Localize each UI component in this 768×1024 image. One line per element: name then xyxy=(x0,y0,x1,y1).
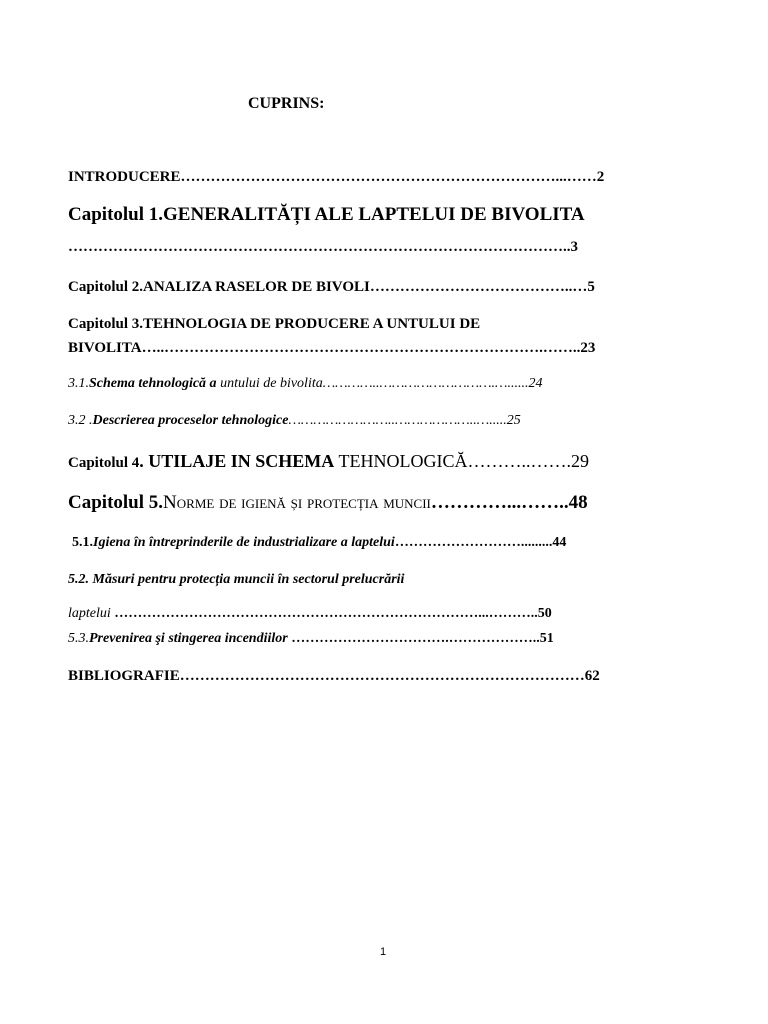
toc-entry-sec52-line1: 5.2. Măsuri pentru protecția muncii în sectorul prelucrării xyxy=(68,572,405,587)
sec32-num: 3.2 . xyxy=(68,413,93,428)
toc-entry-introducere: INTRODUCERE…………………………………………………………………...……2 xyxy=(68,169,605,185)
toc-entry-cap3-line2: BIVOLITA…..………………………………………………………………….……..23 xyxy=(68,340,596,356)
sec53-leader: …………………………….………………..51 xyxy=(287,631,554,646)
toc-entry-sec32 xyxy=(68,414,521,428)
toc-entry-cap3-line1: Capitolul 3.TEHNOLOGIA DE PRODUCERE A UNTULUI DE xyxy=(68,316,481,332)
cap4-title: . UTILAJE IN SCHEMA xyxy=(139,451,335,471)
cap4-tail: TEHNOLOGICĂ xyxy=(334,451,468,471)
toc-entry-bibliografie: BIBLIOGRAFIE………………………………………………………………………62 xyxy=(68,668,600,684)
sec31-leader: …………..……………………….…......24 xyxy=(322,376,543,391)
cap1-title: GENERALITĂȚI ALE LAPTELUI DE BIVOLITA xyxy=(163,204,585,225)
sec51-leader: ……………………….........44 xyxy=(394,535,567,550)
sec53-num: 5.3. xyxy=(68,631,89,646)
sec51-num: 5.1. xyxy=(72,535,93,550)
sec52-leader: ……………………………………………………………………...………..50 xyxy=(114,606,552,621)
sec32-leader: ……………………..………………..….....25 xyxy=(288,413,521,428)
cap5-initial: N xyxy=(163,492,177,513)
cap1-prefix: Capitolul 1. xyxy=(68,204,164,225)
toc-entry-cap2: Capitolul 2.ANALIZA RASELOR DE BIVOLI…………………………………..…5 xyxy=(68,279,595,295)
toc-entry-cap4 xyxy=(68,452,589,471)
sec32-title: Descrierea proceselor tehnologice xyxy=(92,413,289,428)
toc-entry-cap1-leader: ………………………………………………………………………………………..3 xyxy=(68,239,578,255)
cap5-leader: …………...……..48 xyxy=(430,492,588,513)
sec52-word: laptelui xyxy=(68,606,115,621)
cap5-rest: orme de igienă și protecția muncii xyxy=(176,492,431,513)
toc-entry-sec31 xyxy=(68,377,543,391)
cap5-prefix: Capitolul 5. xyxy=(68,492,164,513)
toc-entry-sec53 xyxy=(68,632,554,646)
toc-entry-cap1 xyxy=(68,205,585,224)
toc-entry-cap5 xyxy=(68,493,588,512)
toc-entry-sec52-line2 xyxy=(68,607,552,621)
sec51-title: Igiena în întreprinderile de industrializare a laptelui xyxy=(93,535,395,550)
sec53-title: Prevenirea şi stingerea incendiilor xyxy=(89,631,288,646)
cap4-leader: ………..…….29 xyxy=(467,451,589,471)
toc-title: CUPRINS: xyxy=(248,95,325,112)
toc-entry-sec51 xyxy=(72,536,566,550)
sec31-part2: untului de bivolita xyxy=(216,376,323,391)
page-number: 1 xyxy=(380,946,387,958)
sec31-num: 3.1. xyxy=(68,376,89,391)
sec31-part1: Schema tehnologică a xyxy=(89,376,217,391)
cap4-prefix: Capitolul 4 xyxy=(68,455,140,471)
